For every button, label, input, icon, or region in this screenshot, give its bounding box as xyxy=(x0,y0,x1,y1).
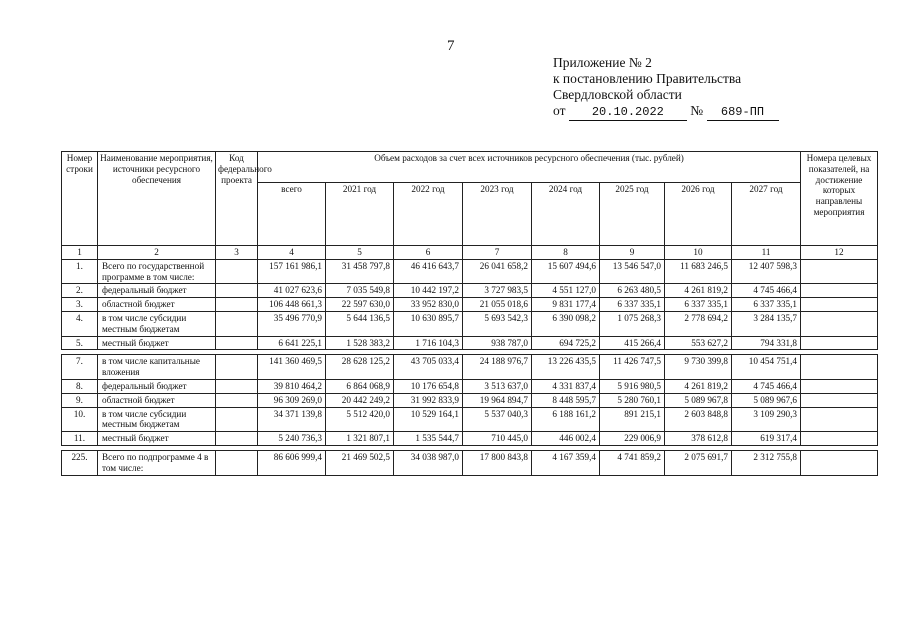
from-label: от xyxy=(553,103,566,118)
table-row xyxy=(62,355,878,380)
project-code xyxy=(216,284,258,298)
appendix-header xyxy=(553,55,779,121)
decree-number: 689-ПП xyxy=(707,104,779,121)
row-number: 5. xyxy=(62,336,98,350)
value-cell: 7 035 549,8 xyxy=(326,284,394,298)
project-code xyxy=(216,407,258,432)
value-cell: 5 089 967,8 xyxy=(665,393,732,407)
value-cell: 710 445,0 xyxy=(463,432,532,446)
value-cell: 4 167 359,4 xyxy=(532,450,600,475)
value-cell: 46 416 643,7 xyxy=(394,259,463,284)
value-cell: 39 810 464,2 xyxy=(258,379,326,393)
value-cell: 4 331 837,4 xyxy=(532,379,600,393)
value-cell: 24 188 976,7 xyxy=(463,355,532,380)
value-cell: 794 331,8 xyxy=(732,336,801,350)
column-number: 10 xyxy=(665,246,732,260)
target-indicators xyxy=(801,336,878,350)
value-cell: 4 745 466,4 xyxy=(732,379,801,393)
appendix-subtitle-2: Свердловской области xyxy=(553,87,682,102)
target-indicators xyxy=(801,355,878,380)
column-number-row xyxy=(62,246,878,260)
row-number: 4. xyxy=(62,311,98,336)
value-cell: 86 606 999,4 xyxy=(258,450,326,475)
project-code xyxy=(216,355,258,380)
value-cell: 3 109 290,3 xyxy=(732,407,801,432)
value-cell: 5 512 420,0 xyxy=(326,407,394,432)
header-2025: 2025 год xyxy=(600,183,665,246)
row-name: областной бюджет xyxy=(98,298,216,312)
value-cell: 1 535 544,7 xyxy=(394,432,463,446)
value-cell: 6 337 335,1 xyxy=(665,298,732,312)
value-cell: 891 215,1 xyxy=(600,407,665,432)
row-name: в том числе субсидии местным бюджетам xyxy=(98,407,216,432)
target-indicators xyxy=(801,450,878,475)
table-row xyxy=(62,450,878,475)
column-number: 5 xyxy=(326,246,394,260)
value-cell: 6 641 225,1 xyxy=(258,336,326,350)
value-cell: 553 627,2 xyxy=(665,336,732,350)
value-cell: 5 644 136,5 xyxy=(326,311,394,336)
value-cell: 5 916 980,5 xyxy=(600,379,665,393)
value-cell: 6 337 335,1 xyxy=(732,298,801,312)
value-cell: 141 360 469,5 xyxy=(258,355,326,380)
value-cell: 13 546 547,0 xyxy=(600,259,665,284)
appendix-date-line xyxy=(553,103,779,121)
project-code xyxy=(216,432,258,446)
column-number: 6 xyxy=(394,246,463,260)
row-number: 11. xyxy=(62,432,98,446)
value-cell: 4 261 819,2 xyxy=(665,379,732,393)
value-cell: 41 027 623,6 xyxy=(258,284,326,298)
target-indicators xyxy=(801,259,878,284)
appendix-subtitle-1: к постановлению Правительства xyxy=(553,71,742,86)
value-cell: 2 778 694,2 xyxy=(665,311,732,336)
value-cell: 9 730 399,8 xyxy=(665,355,732,380)
table-row xyxy=(62,259,878,284)
row-number: 2. xyxy=(62,284,98,298)
value-cell: 26 041 658,2 xyxy=(463,259,532,284)
value-cell: 3 284 135,7 xyxy=(732,311,801,336)
value-cell: 4 551 127,0 xyxy=(532,284,600,298)
target-indicators xyxy=(801,311,878,336)
header-total: всего xyxy=(258,183,326,246)
project-code xyxy=(216,379,258,393)
value-cell: 8 448 595,7 xyxy=(532,393,600,407)
page-number: 7 xyxy=(447,38,455,54)
value-cell: 15 607 494,6 xyxy=(532,259,600,284)
header-volume: Объем расходов за счет всех источников ресурсного обеспечения (тыс. рублей) xyxy=(258,152,801,183)
value-cell: 1 528 383,2 xyxy=(326,336,394,350)
header-2022: 2022 год xyxy=(394,183,463,246)
value-cell: 2 075 691,7 xyxy=(665,450,732,475)
project-code xyxy=(216,298,258,312)
value-cell: 6 263 480,5 xyxy=(600,284,665,298)
value-cell: 10 529 164,1 xyxy=(394,407,463,432)
value-cell: 10 454 751,4 xyxy=(732,355,801,380)
project-code xyxy=(216,336,258,350)
budget-table xyxy=(61,151,878,476)
value-cell: 2 603 848,8 xyxy=(665,407,732,432)
value-cell: 12 407 598,3 xyxy=(732,259,801,284)
column-number: 11 xyxy=(732,246,801,260)
row-number: 3. xyxy=(62,298,98,312)
value-cell: 13 226 435,5 xyxy=(532,355,600,380)
value-cell: 17 800 843,8 xyxy=(463,450,532,475)
header-name: Наименование мероприятия, источники ресурсного обеспечения xyxy=(98,152,216,246)
value-cell: 106 448 661,3 xyxy=(258,298,326,312)
value-cell: 5 280 760,1 xyxy=(600,393,665,407)
value-cell: 96 309 269,0 xyxy=(258,393,326,407)
row-name: в том числе субсидии местным бюджетам xyxy=(98,311,216,336)
value-cell: 34 038 987,0 xyxy=(394,450,463,475)
value-cell: 694 725,2 xyxy=(532,336,600,350)
value-cell: 10 176 654,8 xyxy=(394,379,463,393)
value-cell: 6 864 068,9 xyxy=(326,379,394,393)
value-cell: 35 496 770,9 xyxy=(258,311,326,336)
value-cell: 2 312 755,8 xyxy=(732,450,801,475)
row-number: 9. xyxy=(62,393,98,407)
column-number: 4 xyxy=(258,246,326,260)
table-row xyxy=(62,311,878,336)
value-cell: 378 612,8 xyxy=(665,432,732,446)
value-cell: 3 513 637,0 xyxy=(463,379,532,393)
header-row-num: Номер строки xyxy=(62,152,98,246)
value-cell: 5 089 967,6 xyxy=(732,393,801,407)
header-2027: 2027 год xyxy=(732,183,801,246)
value-cell: 446 002,4 xyxy=(532,432,600,446)
row-name: областной бюджет xyxy=(98,393,216,407)
table-row xyxy=(62,284,878,298)
value-cell: 157 161 986,1 xyxy=(258,259,326,284)
value-cell: 31 458 797,8 xyxy=(326,259,394,284)
value-cell: 34 371 139,8 xyxy=(258,407,326,432)
number-label: № xyxy=(690,103,704,118)
header-row-1 xyxy=(62,152,878,183)
value-cell: 21 055 018,6 xyxy=(463,298,532,312)
table-row xyxy=(62,298,878,312)
target-indicators xyxy=(801,379,878,393)
value-cell: 1 716 104,3 xyxy=(394,336,463,350)
value-cell: 229 006,9 xyxy=(600,432,665,446)
value-cell: 6 188 161,2 xyxy=(532,407,600,432)
header-2026: 2026 год xyxy=(665,183,732,246)
value-cell: 20 442 249,2 xyxy=(326,393,394,407)
column-number: 1 xyxy=(62,246,98,260)
column-number: 3 xyxy=(216,246,258,260)
row-name: федеральный бюджет xyxy=(98,284,216,298)
header-targets: Номера целевых показателей, на достижение которых направлены мероприятия xyxy=(801,152,878,246)
value-cell: 4 261 819,2 xyxy=(665,284,732,298)
value-cell: 31 992 833,9 xyxy=(394,393,463,407)
target-indicators xyxy=(801,393,878,407)
value-cell: 619 317,4 xyxy=(732,432,801,446)
row-name: местный бюджет xyxy=(98,336,216,350)
value-cell: 19 964 894,7 xyxy=(463,393,532,407)
column-number: 9 xyxy=(600,246,665,260)
value-cell: 5 240 736,3 xyxy=(258,432,326,446)
row-name: в том числе капитальные вложения xyxy=(98,355,216,380)
table-row xyxy=(62,393,878,407)
header-2023: 2023 год xyxy=(463,183,532,246)
value-cell: 1 321 807,1 xyxy=(326,432,394,446)
value-cell: 4 741 859,2 xyxy=(600,450,665,475)
value-cell: 28 628 125,2 xyxy=(326,355,394,380)
target-indicators xyxy=(801,284,878,298)
row-name: Всего по государственной программе в том числе: xyxy=(98,259,216,284)
table-row xyxy=(62,336,878,350)
column-number: 12 xyxy=(801,246,878,260)
value-cell: 9 831 177,4 xyxy=(532,298,600,312)
value-cell: 1 075 268,3 xyxy=(600,311,665,336)
column-number: 7 xyxy=(463,246,532,260)
row-number: 7. xyxy=(62,355,98,380)
project-code xyxy=(216,259,258,284)
target-indicators xyxy=(801,407,878,432)
row-name: федеральный бюджет xyxy=(98,379,216,393)
table-row xyxy=(62,432,878,446)
table-row xyxy=(62,407,878,432)
value-cell: 43 705 033,4 xyxy=(394,355,463,380)
value-cell: 10 442 197,2 xyxy=(394,284,463,298)
appendix-title: Приложение № 2 xyxy=(553,55,652,70)
value-cell: 6 390 098,2 xyxy=(532,311,600,336)
header-2021: 2021 год xyxy=(326,183,394,246)
value-cell: 3 727 983,5 xyxy=(463,284,532,298)
row-number: 225. xyxy=(62,450,98,475)
value-cell: 33 952 830,0 xyxy=(394,298,463,312)
project-code xyxy=(216,393,258,407)
value-cell: 11 426 747,5 xyxy=(600,355,665,380)
value-cell: 21 469 502,5 xyxy=(326,450,394,475)
value-cell: 415 266,4 xyxy=(600,336,665,350)
value-cell: 5 537 040,3 xyxy=(463,407,532,432)
decree-date: 20.10.2022 xyxy=(569,104,687,121)
table-row xyxy=(62,379,878,393)
row-name: местный бюджет xyxy=(98,432,216,446)
row-number: 1. xyxy=(62,259,98,284)
column-number: 8 xyxy=(532,246,600,260)
header-code: Код федерального проекта xyxy=(216,152,258,246)
project-code xyxy=(216,311,258,336)
value-cell: 22 597 630,0 xyxy=(326,298,394,312)
row-name: Всего по подпрограмме 4 в том числе: xyxy=(98,450,216,475)
project-code xyxy=(216,450,258,475)
value-cell: 4 745 466,4 xyxy=(732,284,801,298)
column-number: 2 xyxy=(98,246,216,260)
value-cell: 11 683 246,5 xyxy=(665,259,732,284)
row-number: 10. xyxy=(62,407,98,432)
target-indicators xyxy=(801,432,878,446)
header-2024: 2024 год xyxy=(532,183,600,246)
row-number: 8. xyxy=(62,379,98,393)
target-indicators xyxy=(801,298,878,312)
value-cell: 5 693 542,3 xyxy=(463,311,532,336)
value-cell: 938 787,0 xyxy=(463,336,532,350)
value-cell: 6 337 335,1 xyxy=(600,298,665,312)
value-cell: 10 630 895,7 xyxy=(394,311,463,336)
